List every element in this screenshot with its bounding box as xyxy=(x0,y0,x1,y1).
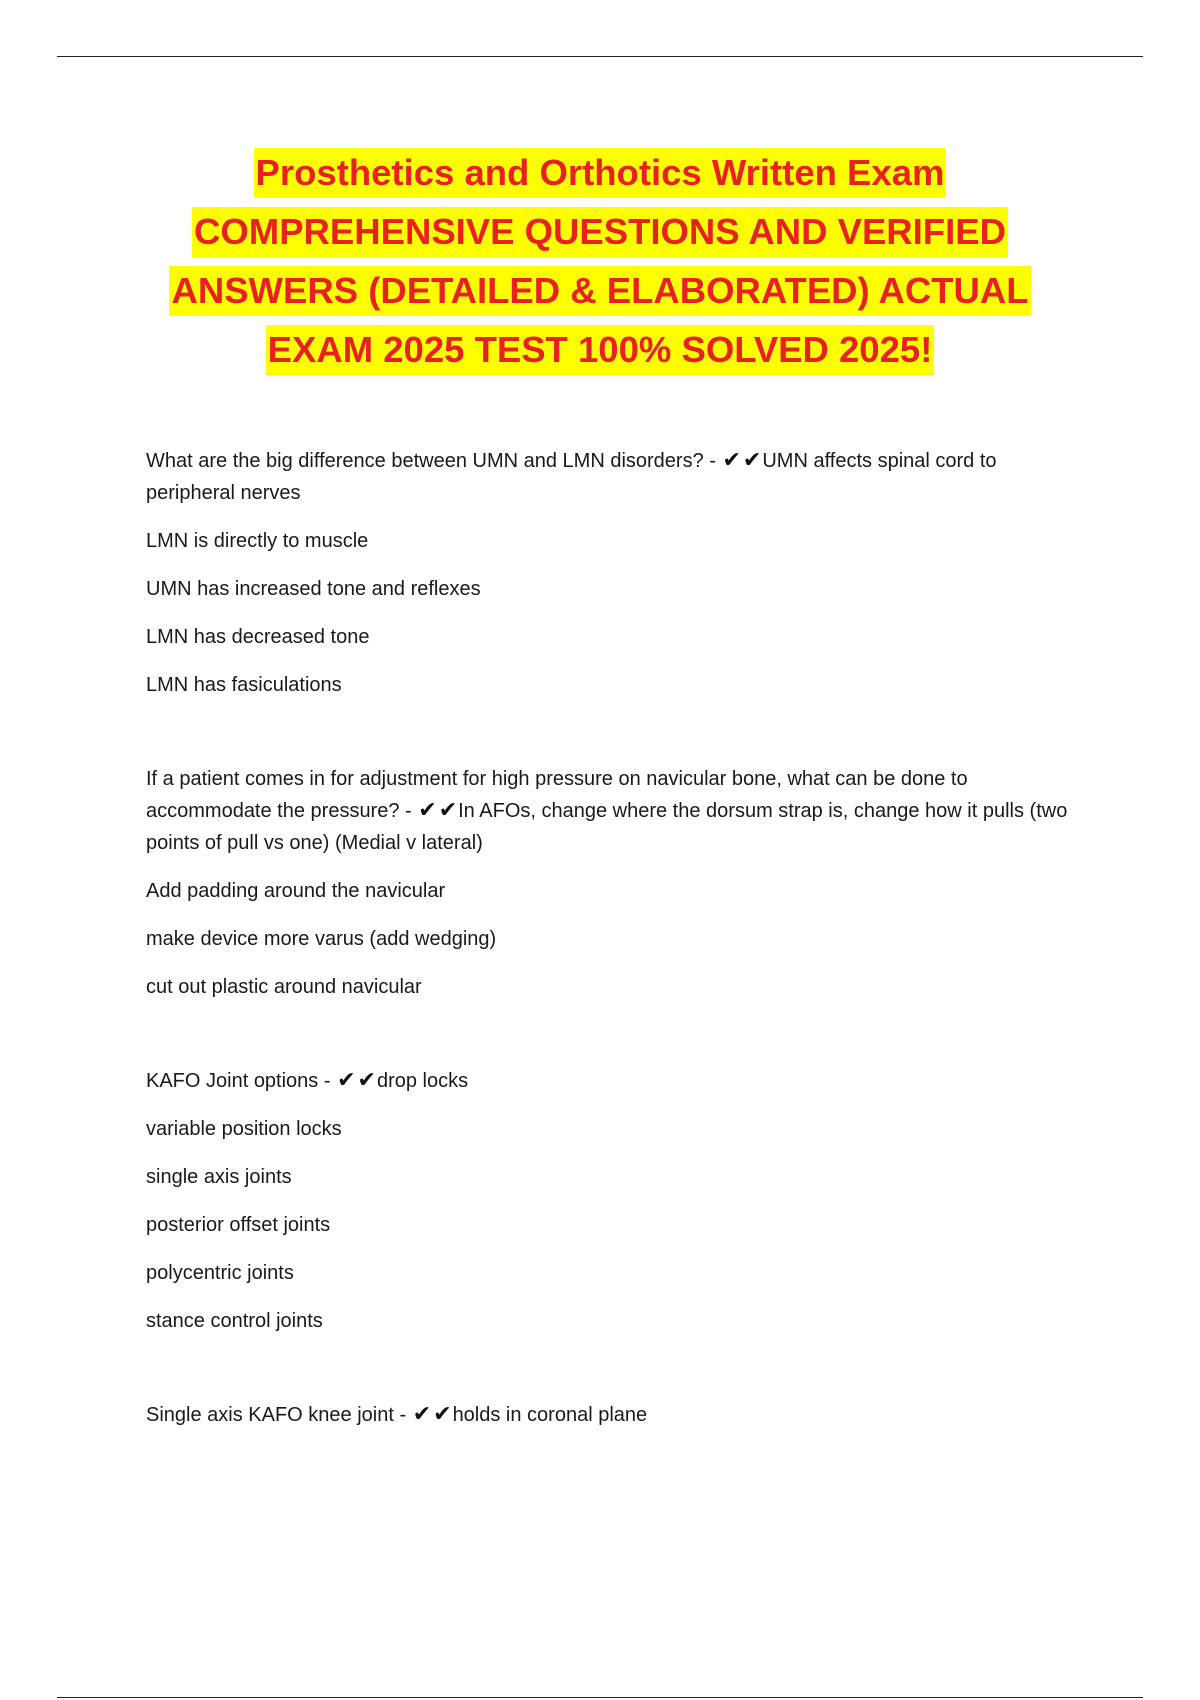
answer-line: make device more varus (add wedging) xyxy=(146,928,497,950)
header-rule xyxy=(57,56,1143,57)
answer-line: stance control joints xyxy=(146,1310,323,1332)
question-paragraph xyxy=(146,1065,1086,1097)
answer-line: cut out plastic around navicular xyxy=(146,976,422,998)
title-line: COMPREHENSIVE QUESTIONS AND VERIFIED xyxy=(0,202,1200,261)
answer-line: posterior offset joints xyxy=(146,1214,331,1236)
check-icon: ✔ xyxy=(438,798,458,823)
question-text: If a patient comes in for adjustment for high pressure on navicular bone, what can be done to accommodate the pressure? - xyxy=(146,768,968,822)
answer-line: LMN has decreased tone xyxy=(146,626,370,648)
answer-line: polycentric joints xyxy=(146,1262,294,1284)
check-icon: ✔ xyxy=(433,1402,452,1427)
check-icon: ✔ xyxy=(412,1402,432,1427)
answer-line: LMN is directly to muscle xyxy=(146,530,369,552)
qa-item xyxy=(146,445,1086,701)
check-icon: ✔ xyxy=(357,1068,376,1093)
qa-item xyxy=(146,1399,1086,1431)
answer-line: single axis joints xyxy=(146,1166,292,1188)
answer-text: In AFOs, change where the dorsum strap is, change how it pulls (two points of pull vs one) (Medial v lateral) xyxy=(146,800,1068,854)
title-line: ANSWERS (DETAILED & ELABORATED) ACTUAL xyxy=(0,261,1200,320)
answer-text: drop locks xyxy=(376,1070,469,1092)
question-paragraph xyxy=(146,1399,1086,1431)
answer-text: UMN affects spinal cord to peripheral nerves xyxy=(146,450,997,504)
check-icon: ✔ xyxy=(742,448,762,473)
check-icon: ✔ xyxy=(722,448,741,473)
qa-list xyxy=(146,445,1086,1493)
qa-item xyxy=(146,1065,1086,1337)
answer-line: Add padding around the navicular xyxy=(146,880,446,902)
question-text: KAFO Joint options - xyxy=(146,1070,331,1092)
document-title xyxy=(0,143,1200,379)
answer-text: holds in coronal plane xyxy=(452,1404,648,1426)
question-paragraph xyxy=(146,445,1086,509)
footer-rule xyxy=(57,1697,1143,1698)
title-line: Prosthetics and Orthotics Written Exam xyxy=(0,143,1200,202)
qa-item xyxy=(146,763,1086,1003)
answer-line: LMN has fasiculations xyxy=(146,674,342,696)
question-paragraph xyxy=(146,763,1086,859)
check-icon: ✔ xyxy=(337,1068,356,1093)
title-line: EXAM 2025 TEST 100% SOLVED 2025! xyxy=(0,320,1200,379)
check-icon: ✔ xyxy=(418,798,437,823)
answer-line: variable position locks xyxy=(146,1118,342,1140)
answer-line: UMN has increased tone and reflexes xyxy=(146,578,481,600)
question-text: Single axis KAFO knee joint - xyxy=(146,1404,407,1426)
question-text: What are the big difference between UMN and LMN disorders? - xyxy=(146,450,716,472)
